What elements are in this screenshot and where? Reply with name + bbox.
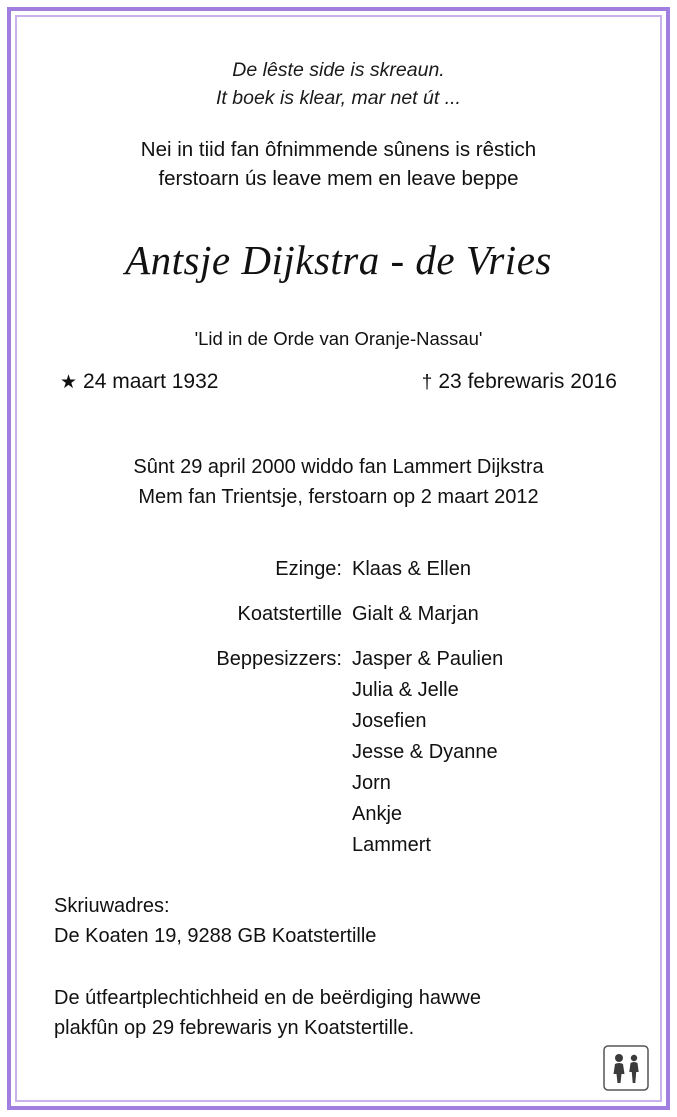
closing-line-1: De útfeartplechtichheid en de beërdiging hawwe (54, 986, 481, 1009)
closing-line-2: plakfûn op 29 febrewaris yn Koatstertille. (54, 1016, 415, 1039)
family-row (54, 644, 623, 675)
birth-date: 24 maart 1932 (83, 369, 219, 393)
card-border-inner (15, 15, 662, 1102)
death-date-group (422, 370, 617, 394)
spacer (54, 630, 623, 644)
poem-line-1: De lêste side is skreaun. (232, 59, 445, 81)
family-label (54, 675, 352, 706)
card-border-outer (7, 7, 670, 1110)
family-row (54, 554, 623, 585)
family-row (54, 799, 623, 830)
family-label: Beppesizzers: (216, 647, 342, 670)
widow-line-2: Mem fan Trientsje, ferstoarn op 2 maart 2012 (138, 485, 539, 508)
family-row (54, 830, 623, 861)
cross-icon: † (421, 371, 433, 393)
correspondence-address (54, 891, 623, 951)
family-label: Ezinge: (275, 557, 342, 580)
intro-line-2: ferstoarn ús leave mem en leave beppe (158, 167, 519, 191)
deceased-name: Antsje Dijkstra - de Vries (125, 236, 552, 283)
address-line: De Koaten 19, 9288 GB Koatstertille (54, 924, 377, 947)
family-names: Jorn (352, 771, 391, 794)
funeral-home-logo-icon (603, 1045, 649, 1091)
poem (54, 56, 623, 113)
card-content (20, 20, 657, 1097)
star-icon: ★ (60, 371, 78, 393)
family-list (54, 554, 623, 861)
family-row (54, 675, 623, 706)
spacer (54, 585, 623, 599)
poem-line-2: It boek is klear, mar net út ... (216, 87, 461, 110)
family-names: Jasper & Paulien (352, 647, 504, 670)
birth-date-group (60, 370, 218, 394)
family-label (54, 737, 352, 768)
family-names: Jesse & Dyanne (352, 740, 498, 763)
intro-text (54, 135, 623, 194)
widow-text (54, 452, 623, 512)
family-names: Josefien (352, 709, 427, 732)
death-date: 23 febrewaris 2016 (438, 369, 617, 393)
family-names: Lammert (352, 833, 431, 856)
family-label (54, 706, 352, 737)
address-label: Skriuwadres: (54, 894, 170, 917)
family-label: Koatstertille (237, 602, 342, 625)
family-names: Ankje (352, 802, 403, 825)
family-label (54, 768, 352, 799)
family-row (54, 599, 623, 630)
family-names: Gialt & Marjan (352, 602, 479, 625)
intro-line-1: Nei in tiid fan ôfnimmende sûnens is rêstich (140, 137, 537, 161)
family-names: Klaas & Ellen (352, 557, 471, 580)
family-label (54, 830, 352, 861)
closing-text (54, 983, 623, 1043)
family-label (54, 799, 352, 830)
life-dates (54, 370, 623, 394)
widow-line-1: Sûnt 29 april 2000 widdo fan Lammert Dijkstra (133, 455, 544, 478)
family-row (54, 706, 623, 737)
honour-text: 'Lid in de Orde van Oranje-Nassau' (194, 327, 483, 349)
family-names: Julia & Jelle (352, 678, 459, 701)
family-row (54, 768, 623, 799)
family-row (54, 737, 623, 768)
